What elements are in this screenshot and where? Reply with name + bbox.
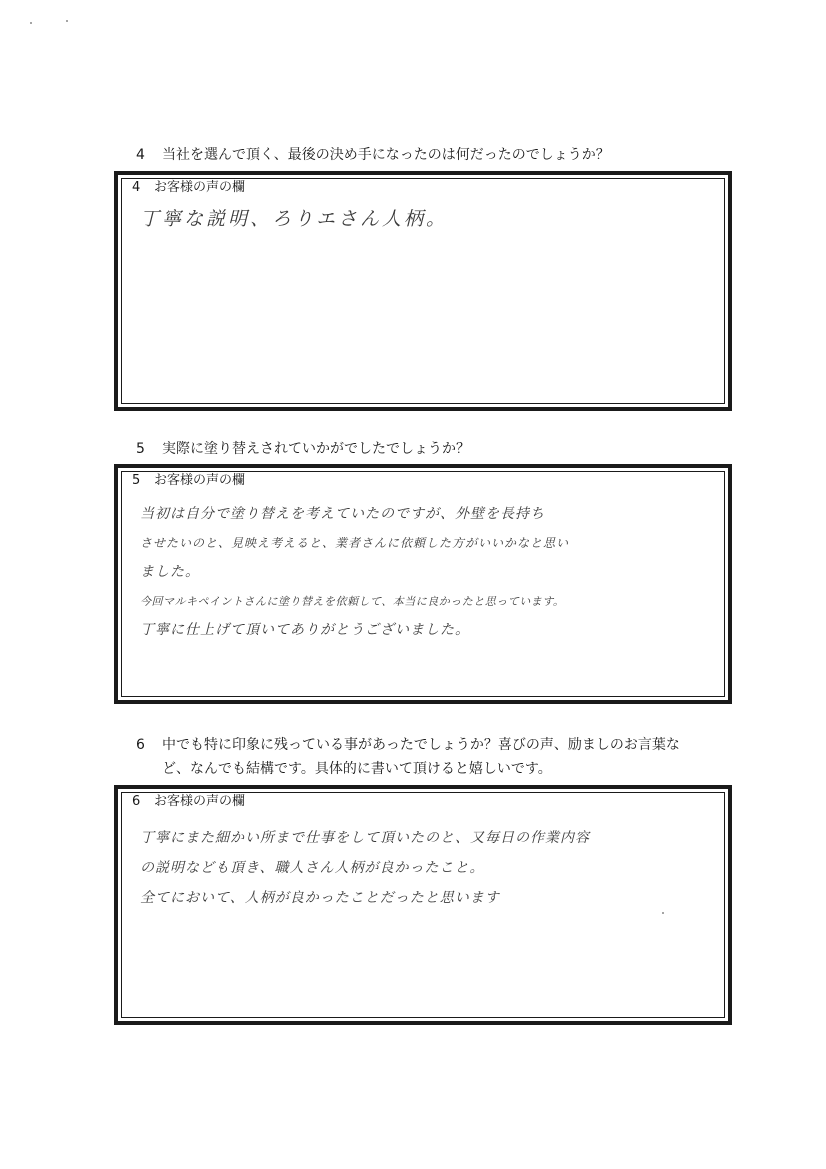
box-number: 5: [132, 473, 141, 488]
answer-line: ました。: [140, 564, 200, 580]
box-number: 4: [132, 180, 141, 195]
customer-voice-box-4: [114, 171, 732, 411]
answer-line: 当初は自分で塗り替えを考えていたのですが、外壁を長持ち: [140, 506, 545, 522]
question-text-line-1: 中でも特に印象に残っている事があったでしょうか？喜びの声、励ましのお言葉な: [162, 737, 680, 753]
handwritten-answer: [140, 207, 708, 232]
customer-voice-box-5: [114, 464, 732, 704]
question-5: [136, 437, 470, 461]
answer-line: 丁寧な説明、ろりエさん人柄。: [140, 208, 449, 230]
handwritten-answer: [140, 823, 708, 913]
scan-speck: [66, 20, 68, 22]
box-label: [132, 793, 245, 811]
box-label-text: お客様の声の欄: [154, 794, 246, 809]
answer-line: の説明なども頂き、職人さん人柄が良かったこと。: [140, 860, 485, 876]
question-number: 6: [136, 737, 145, 753]
handwritten-answer: [140, 500, 708, 645]
box-number: 6: [132, 794, 141, 809]
question-4: [136, 143, 610, 167]
answer-line: 丁寧にまた細かい所まで仕事をして頂いたのと、又毎日の作業内容: [140, 830, 590, 846]
box-label-text: お客様の声の欄: [154, 473, 246, 488]
answer-line: 今回マルキペイントさんに塗り替えを依頼して、本当に良かったと思っています。: [140, 595, 565, 608]
answer-line: 丁寧に仕上げて頂いてありがとうございました。: [140, 622, 470, 638]
box-label: [132, 472, 245, 490]
answer-line: させたいのと、見映え考えると、業者さんに依頼した方がいいかなと思い: [140, 536, 570, 550]
question-text: 実際に塗り替えされていかがでしたでしょうか？: [162, 441, 470, 457]
customer-voice-box-6: [114, 785, 732, 1025]
box-label-text: お客様の声の欄: [154, 180, 246, 195]
scan-speck: [662, 912, 664, 914]
question-text: 当社を選んで頂く、最後の決め手になったのは何だったのでしょうか？: [162, 147, 610, 163]
question-text-line-2: ど、なんでも結構です。具体的に書いて頂けると嬉しいです。: [162, 761, 552, 777]
question-6: [136, 733, 680, 781]
box-label: [132, 179, 245, 197]
answer-line: 全てにおいて、人柄が良かったことだったと思います: [140, 890, 500, 906]
question-number: 5: [136, 441, 145, 457]
scan-speck: [30, 22, 32, 24]
question-number: 4: [136, 147, 145, 163]
